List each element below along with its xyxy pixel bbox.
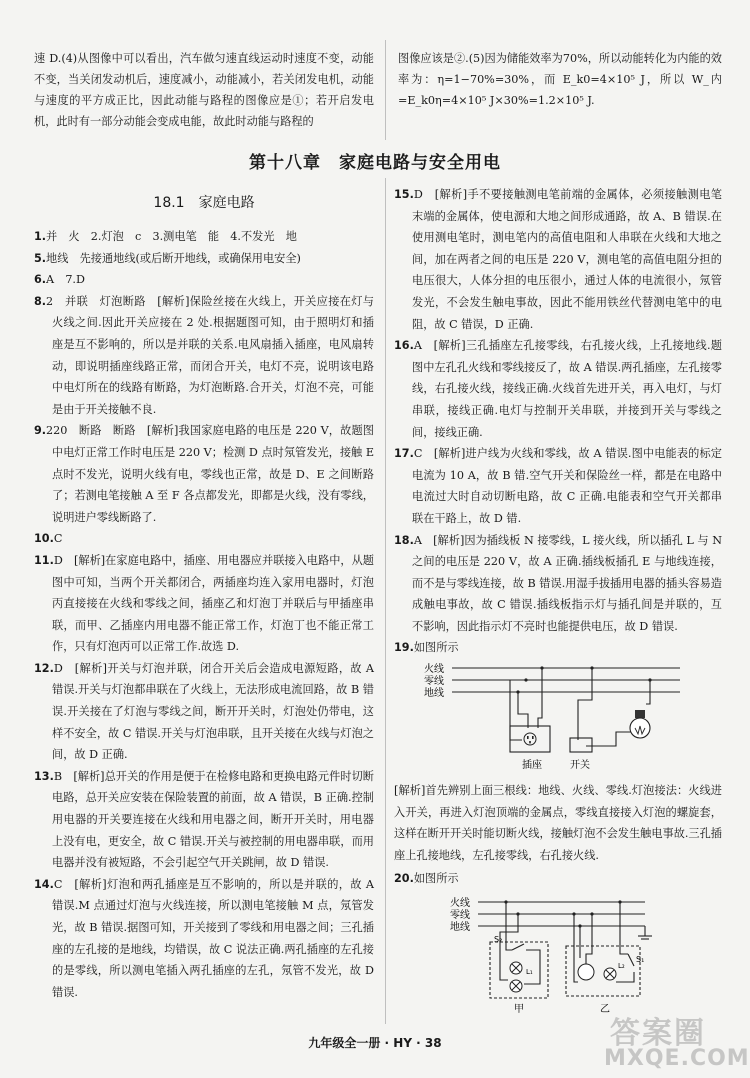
top-right-text: 图像应该是②.(5)因为储能效率为70%，所以动能转化为内能的效率为：η=1−70%=30%，而 E_k0=4×10⁵ J，所以 W_内=E_k0η=4×10⁵ J×30%=1.2×10⁵ J. (398, 52, 722, 107)
answer-item: 8.2 并联 灯泡断路 [解析]保险丝接在火线上，开关应接在灯与火线之间.因此开关应接在 2 处.根据题图可知，由于照明灯和插座是互不影响的，所以是并联的关系.电风扇插入插座，电风扇转动，即说明插座线路正常，而闭合开关，电灯不亮，说明该电路中电灯所在的线路有断路，为灯泡断路.合开关，灯泡不亮，可能是由于开关接触不良. (34, 294, 374, 416)
lamp-icon (510, 980, 522, 992)
answer-item: 1.并 火 2.灯泡 c 3.测电笔 能 4.不发光 地 (34, 230, 297, 243)
answer-item: 12.D [解析]开关与灯泡并联，闭合开关后会造成电源短路，故 A 错误.开关与灯泡都串联在了火线上，无法形成电流回路，故 B 错误.开关接在了灯泡与零线之间，断开开关时，灯泡处仍带电，这样不安全，故 C 错误.开关与灯泡串联，且开关接在火线与灯泡之间，故 D 正确. (34, 661, 374, 762)
top-right-continuation (398, 48, 722, 111)
answer-item: 9.220 断路 断路 [解析]我国家庭电路的电压是 220 V，故题图中电灯正常工作时电压是 220 V；检测 D 点时氖管发光，接触 E 点时不发光，说明火线有电，零线也正常，故是 D、E 之间断路了；若测电笔接触 A 至 F 各点都发光，即都是火线，没有零线，说明进户零线断路了. (34, 424, 374, 524)
earth-wire-label: 地线 (424, 688, 444, 699)
column-divider-top (385, 40, 386, 140)
figure-19-circuit (410, 656, 700, 774)
switch-s1-label: S₁ (636, 955, 645, 964)
answer-item: 14.C [解析]灯泡和两孔插座是互不影响的，所以是并联的，故 A 错误.M 点通过灯泡与火线连接，所以测电笔接触 M 点，氖管发光，故 B 错误.据图可知，开关接到了零线和用电器之间；三孔插座的左孔接的是地线，均错误，故 C 说法正确.两孔插座的左孔接的是零线，所以测电笔插入两孔插座的左孔，氖管不发光，故 D 错误. (34, 877, 374, 999)
box-yi (566, 946, 640, 996)
lamp-l1-label: L₁ (526, 968, 533, 976)
neutral-wire-label: 零线 (450, 910, 470, 921)
top-left-continuation (34, 48, 374, 132)
lamp-icon (510, 962, 522, 974)
watermark-logo: 答案圈 (610, 1016, 706, 1051)
answer-item: 10.C (34, 532, 63, 546)
label-yi: 乙 (600, 1004, 610, 1014)
switch-s2-label: S₂ (494, 935, 503, 944)
lamp-icon (604, 968, 616, 980)
page-footer: 九年级全一册 · HY · 38 (308, 1036, 442, 1050)
answer-item: 19.如图所示 (394, 641, 459, 655)
socket-box (510, 726, 550, 752)
answer-item: 16.A [解析]三孔插座左孔接零线，右孔接火线，上孔接地线.题图中左孔孔火线和零线接反了，故 A 错误.两孔插座，左孔接零线，右孔接火线，接线正确.火线首先进开关，再入电灯，与灯串联，接线正确.电灯与控制开关串联，并接到开关与零线之间，接线正确. (394, 339, 722, 439)
live-wire-label: 火线 (450, 898, 470, 909)
switch-label: 开关 (570, 760, 590, 771)
lamp-icon (630, 710, 650, 738)
socket-label: 插座 (522, 760, 542, 771)
right-column (394, 184, 722, 659)
earth-wire-label: 地线 (450, 922, 470, 933)
neutral-wire-label: 零线 (424, 676, 444, 687)
answer-item: 11.D [解析]在家庭电路中，插座、用电器应并联接入电路中，从题图中可知，当两个开关都闭合，两插座均连入家用电器时，灯泡丙直接接在火线和零线之间，插座乙和灯泡丁并联后与甲插座串联，而甲、乙插座内用电器不能正常工作，灯泡丁也不能正常工作，只有灯泡丙可以正常工作.故选 D. (34, 553, 374, 654)
watermark-url: MXQE.COM (604, 1046, 750, 1071)
question-20: 20.如图所示 (394, 872, 459, 885)
column-divider (385, 178, 386, 1024)
answer-item: 6.A 7.D (34, 273, 85, 287)
socket-icon (578, 964, 594, 980)
answer-item: 15.D [解析]手不要接触测电笔前端的金属体，必须接触测电笔末端的金属体，使电源和大地之间形成通路，故 A、B 错误.在使用测电笔时，测电笔内的高值电阻和人串联在火线和大地之间，加在两者之间的电压是 220 V，测电笔的高值电阻分担的电压很大，人体分担的电压很小，通过人体的电流很小，氖管发光，不会发生触电事故，因此不能用铁丝代替测电笔中的电阻，故 C 错误，D 正确. (394, 188, 722, 331)
section-title: 18.1 家庭电路 (153, 195, 255, 211)
answer-item: 18.A [解析]因为插线板 N 接零线，L 接火线，所以插孔 L 与 N 之间的电压是 220 V，故 A 正确.插线板插孔 E 与地线连接，而不是与零线连接，故 B 错误.用湿手拔插用电器的插头容易造成触电事故，故 C 错误.插线板指示灯与插孔间是并联的，互不影响，因此指示灯不亮时也能提供电压，故 D 错误. (394, 533, 722, 633)
figure-19-explanation: [解析]首先辨别上面三根线：地线、火线、零线.灯泡接法：火线进入开关，再进入灯泡顶端的金属点，零线直接接入灯泡的螺旋套，这样在断开开关时能切断火线，接触灯泡不会发生触电事故.三孔插座上孔接地线，左孔接零线，右孔接火线. (394, 784, 722, 862)
watermark (598, 1006, 748, 1076)
switch-box (570, 738, 592, 752)
figure-20-circuit (430, 892, 670, 1014)
left-column (34, 226, 374, 1003)
chapter-title: 第十八章 家庭电路与安全用电 (249, 153, 501, 173)
answer-item: 17.C [解析]进户线为火线和零线，故 A 错误.图中电能表的标定电流为 10 A，故 B 错.空气开关和保险丝一样，都是在电路中电流过大时自动切断电路，故 C 正确.电能表和空气开关都串联在干路上，故 D 错. (394, 447, 722, 525)
socket-icon (524, 733, 536, 745)
label-jia: 甲 (514, 1004, 524, 1014)
lamp-l2-label: L₂ (618, 962, 625, 970)
live-wire-label: 火线 (424, 664, 444, 675)
top-left-text: 速 D.(4)从图像中可以看出，汽车做匀速直线运动时速度不变，动能不变，当关闭发动机后，速度减小，动能减小，若关闭发电机，动能与速度的平方成正比，因此动能与路程的图像应是①；若开启发电机，此时有一部分动能会变成电能，故此时动能与路程的 (34, 52, 374, 128)
answer-item: 5.地线 先接通地线(或后断开地线，或确保用电安全) (34, 251, 301, 265)
answer-item: 13.B [解析]总开关的作用是便于在检修电路和更换电路元件时切断电路，总开关应安装在保险装置的前面，故 A 错误，B 正确.控制用电器的开关要连接在火线和用电器之间，断开开关时，用电器上没有电，更安全，故 C 错误.开关与被控制的用电器串联，而用电器并没有被短路，不会引起空气开关跳闸，故 D 错误. (34, 769, 374, 870)
